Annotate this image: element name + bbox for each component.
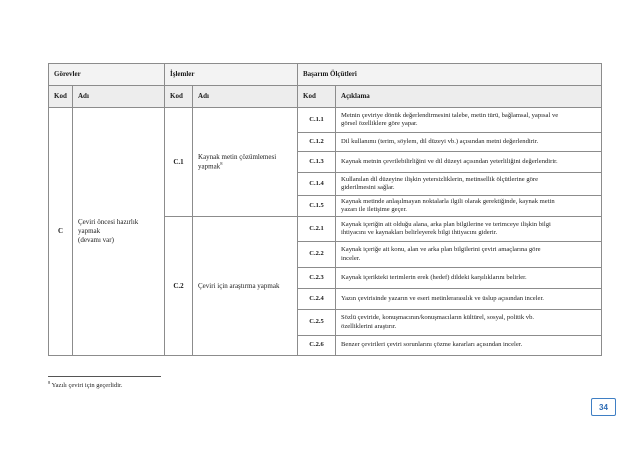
header-kod-1: Kod bbox=[49, 86, 73, 108]
criterion-desc: Kaynak içeriğe ait konu, alan ve arka plan bilgilerini çeviri amaçlarına göre inceler. bbox=[336, 242, 602, 268]
criterion-code: C.1.2 bbox=[298, 133, 336, 152]
criterion-desc: Kullanılan dil düzeyine ilişkin yetersizliklerin, metinsellik ölçütlerine göre giderilmesini sağlar. bbox=[336, 173, 602, 196]
task-name bbox=[73, 108, 165, 356]
operation-code: C.1 bbox=[165, 108, 193, 217]
header-adi-1: Adı bbox=[73, 86, 165, 108]
header-kod-2: Kod bbox=[165, 86, 193, 108]
criterion-desc: Kaynak içeriğin ait olduğu alana, arka plan bilgilerine ve terimceye ilişkin bilgi ihtiyacını ve kaynakları belirleyerek bilgi ihtiyacını giderir. bbox=[336, 217, 602, 242]
footnote-mark: 8 bbox=[48, 380, 51, 385]
criterion-desc: Kaynak içerikteki terimlerin erek (hedef) dildeki karşılıklarını belirler. bbox=[336, 268, 602, 289]
page-number: 34 bbox=[591, 398, 616, 416]
criterion-code: C.2.1 bbox=[298, 217, 336, 242]
criterion-desc: Dil kullanımı (terim, söylem, dil düzeyi vb.) açısından metni değerlendirir. bbox=[336, 133, 602, 152]
table-row bbox=[49, 108, 602, 133]
criterion-code: C.2.5 bbox=[298, 310, 336, 336]
criterion-code: C.1.1 bbox=[298, 108, 336, 133]
operation-code: C.2 bbox=[165, 217, 193, 356]
criterion-code: C.2.6 bbox=[298, 336, 336, 356]
criterion-code: C.2.2 bbox=[298, 242, 336, 268]
header-basarim: Başarım Ölçütleri bbox=[298, 64, 602, 86]
header-aciklama: Açıklama bbox=[336, 86, 602, 108]
task-code: C bbox=[49, 108, 73, 356]
criterion-code: C.2.4 bbox=[298, 289, 336, 310]
footnote-text: Yazılı çeviri için geçerlidir. bbox=[50, 382, 123, 390]
criterion-desc: Benzer çevirileri çeviri sorunlarını çözme kararları açısından inceler. bbox=[336, 336, 602, 356]
header-kod-3: Kod bbox=[298, 86, 336, 108]
criterion-desc: Yazın çevirisinde yazarın ve eseri metinlerarasılık ve üslup açısından inceler. bbox=[336, 289, 602, 310]
header-islemler: İşlemler bbox=[165, 64, 298, 86]
operation-name: Çeviri için araştırma yapmak bbox=[193, 217, 298, 356]
criterion-desc: Kaynak metinde anlaşılmayan noktalarla ilgili olarak gerektiğinde, kaynak metin yazarı ile iletişime geçer. bbox=[336, 196, 602, 217]
table-header-row-1 bbox=[49, 64, 602, 86]
criterion-code: C.1.5 bbox=[298, 196, 336, 217]
table-header-row-2 bbox=[49, 86, 602, 108]
criterion-desc: Sözlü çeviride, konuşmacının/konuşmacıların kültürel, sosyal, politik vb. özelliklerini araştırır. bbox=[336, 310, 602, 336]
operation-name bbox=[193, 108, 298, 217]
header-gorevler: Görevler bbox=[49, 64, 165, 86]
footnote-divider bbox=[48, 376, 161, 377]
operation-name-line2: yapmak bbox=[198, 162, 221, 171]
criterion-desc: Metnin çeviriye dönük değerlendirmesini talebe, metin türü, bağlamsal, yapısal ve görsel özelliklere göre yapar. bbox=[336, 108, 602, 133]
task-name-line1: Çeviri öncesi hazırlık bbox=[78, 218, 139, 227]
criterion-code: C.1.4 bbox=[298, 173, 336, 196]
criterion-code: C.2.3 bbox=[298, 268, 336, 289]
criterion-desc: Kaynak metnin çevrilebilirliğini ve dil düzeyi açısından yeterliliğini değerlendirir. bbox=[336, 152, 602, 173]
footnote bbox=[48, 380, 122, 389]
task-name-line2: yapmak bbox=[78, 227, 101, 236]
task-name-line3: (devamı var) bbox=[78, 235, 114, 244]
criteria-table bbox=[48, 63, 602, 356]
footnote-ref: 8 bbox=[220, 161, 223, 167]
criterion-code: C.1.3 bbox=[298, 152, 336, 173]
operation-name-line1: Kaynak metin çözümlemesi bbox=[198, 152, 277, 161]
header-adi-2: Adı bbox=[193, 86, 298, 108]
